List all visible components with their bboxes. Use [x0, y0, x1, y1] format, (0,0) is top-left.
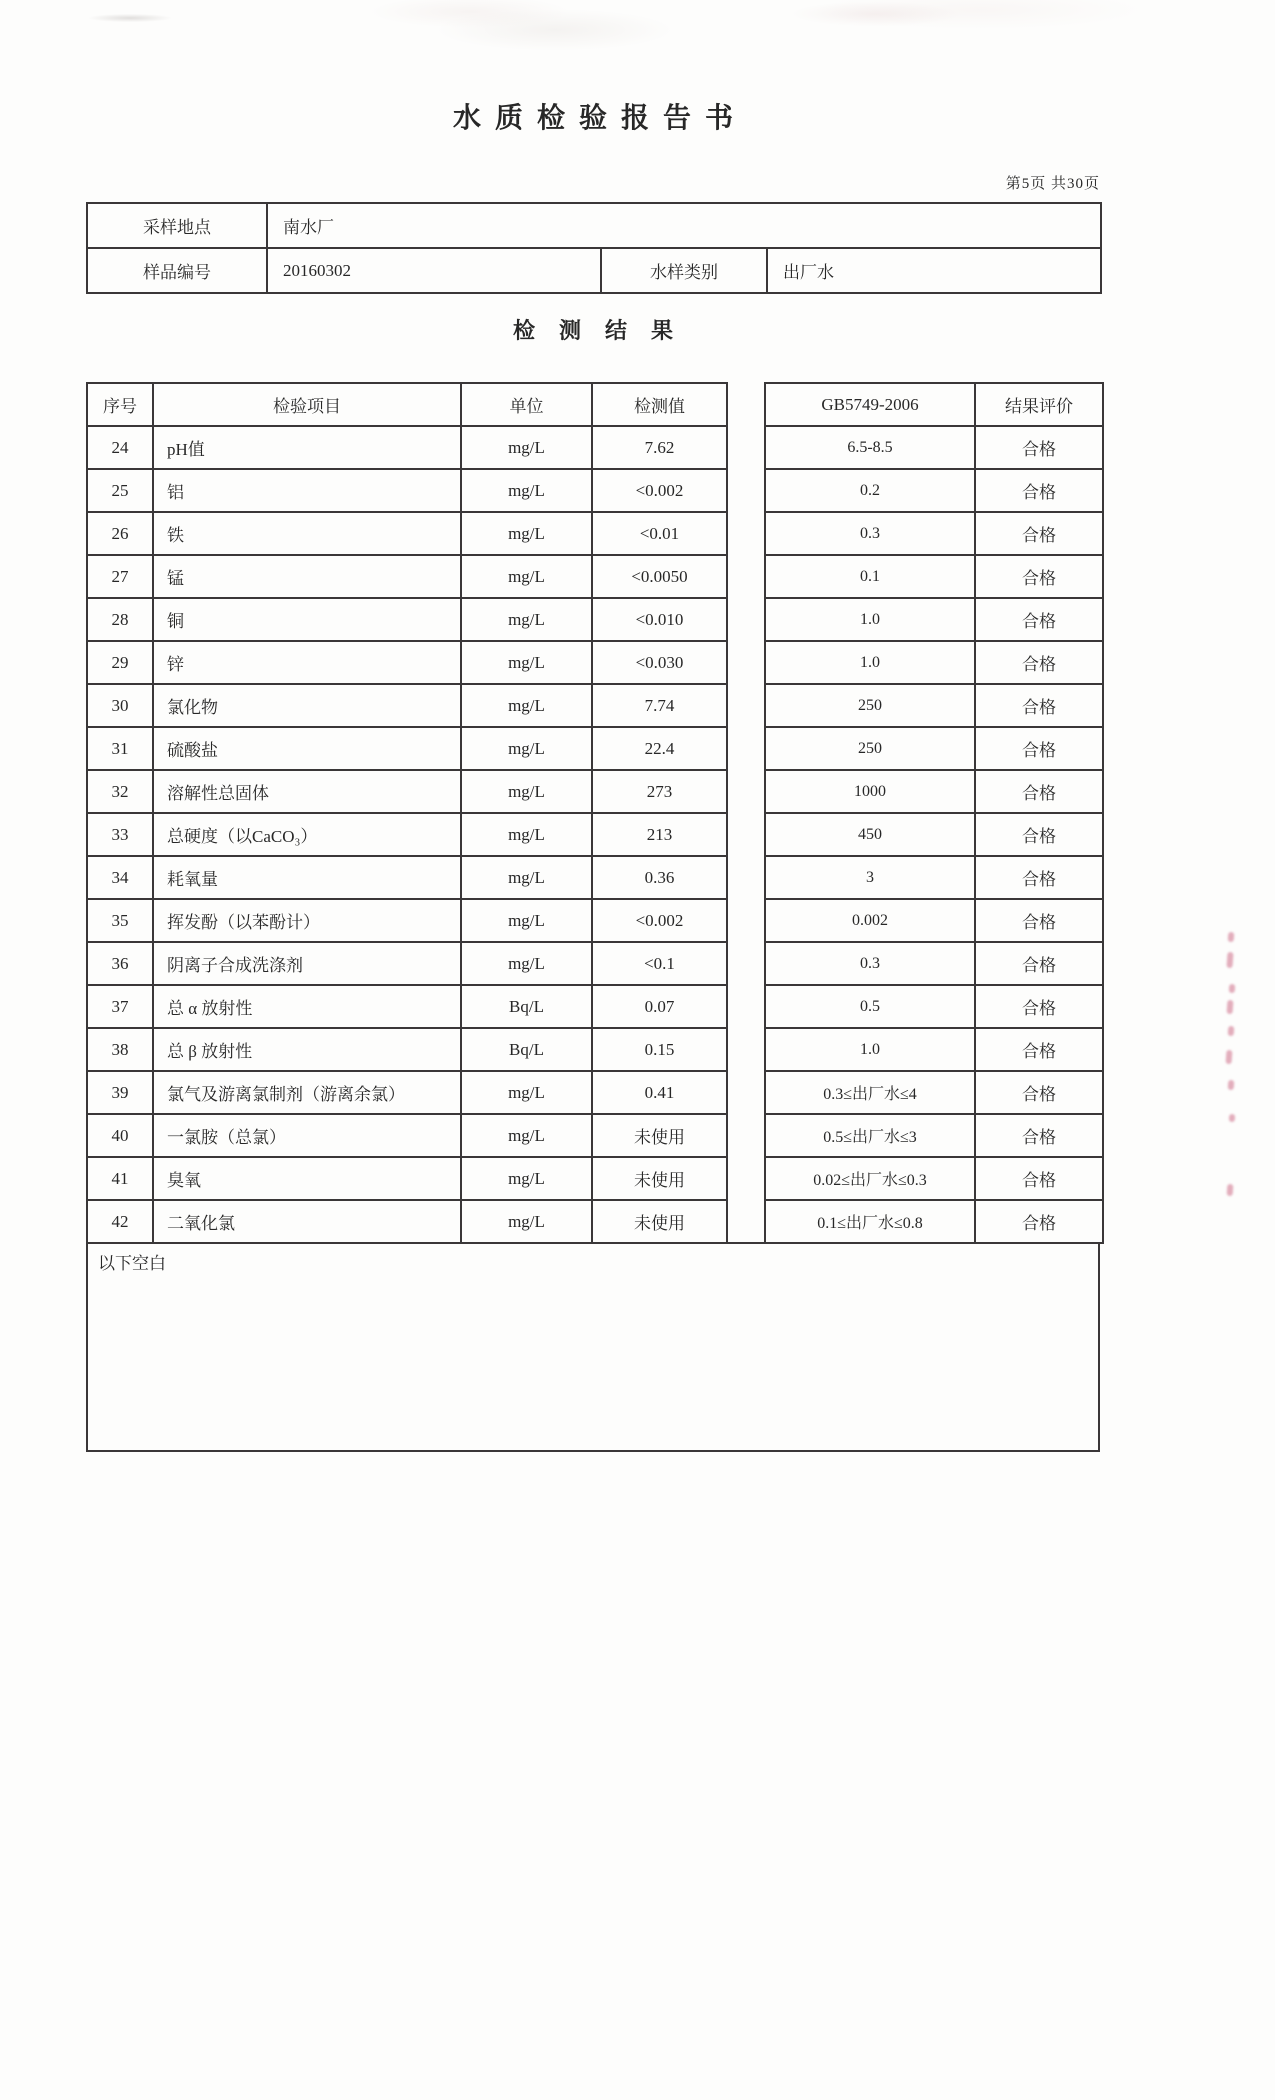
result-row-right	[765, 512, 1103, 555]
row-no: 38	[87, 1028, 153, 1071]
row-standard: 0.5	[765, 985, 975, 1028]
result-row-right	[765, 1028, 1103, 1071]
row-evaluation: 合格	[975, 942, 1103, 985]
results-table-left-body	[87, 426, 727, 1243]
result-row-right	[765, 1200, 1103, 1243]
row-standard: 1.0	[765, 1028, 975, 1071]
row-standard: 250	[765, 684, 975, 727]
row-standard: 0.3	[765, 512, 975, 555]
row-value: 未使用	[592, 1200, 727, 1243]
row-evaluation: 合格	[975, 1028, 1103, 1071]
sampling-location-value: 南水厂	[267, 203, 1101, 248]
result-row-left	[87, 770, 727, 813]
row-evaluation: 合格	[975, 899, 1103, 942]
row-item: 臭氧	[153, 1157, 461, 1200]
result-row-right	[765, 684, 1103, 727]
result-row-right	[765, 813, 1103, 856]
row-unit: mg/L	[461, 469, 592, 512]
row-standard: 1.0	[765, 598, 975, 641]
row-standard: 0.02≤出厂水≤0.3	[765, 1157, 975, 1200]
row-evaluation: 合格	[975, 641, 1103, 684]
row-item: 阴离子合成洗涤剂	[153, 942, 461, 985]
blank-remainder-box	[86, 1242, 1100, 1452]
row-item: 耗氧量	[153, 856, 461, 899]
row-item: 铁	[153, 512, 461, 555]
row-standard: 0.002	[765, 899, 975, 942]
result-row-right	[765, 1114, 1103, 1157]
row-value: 273	[592, 770, 727, 813]
row-unit: mg/L	[461, 899, 592, 942]
sampling-location-label: 采样地点	[87, 203, 267, 248]
result-row-left	[87, 1028, 727, 1071]
results-table-left	[86, 382, 728, 1244]
row-standard: 0.3≤出厂水≤4	[765, 1071, 975, 1114]
row-value: 7.74	[592, 684, 727, 727]
row-value: <0.0050	[592, 555, 727, 598]
result-row-right	[765, 469, 1103, 512]
page-number: 第5页 共30页	[1005, 176, 1100, 192]
row-standard: 3	[765, 856, 975, 899]
water-type-label: 水样类别	[601, 248, 767, 293]
row-standard: 0.5≤出厂水≤3	[765, 1114, 975, 1157]
blank-below-label: 以下空白	[98, 1254, 166, 1273]
result-row-right	[765, 727, 1103, 770]
sample-number-row	[87, 248, 1101, 293]
result-row-left	[87, 899, 727, 942]
row-unit: mg/L	[461, 856, 592, 899]
row-evaluation: 合格	[975, 555, 1103, 598]
row-standard: 1.0	[765, 641, 975, 684]
row-value: <0.002	[592, 899, 727, 942]
row-unit: mg/L	[461, 1157, 592, 1200]
row-unit: mg/L	[461, 1071, 592, 1114]
col-header-no: 序号	[87, 383, 153, 426]
result-row-right	[765, 555, 1103, 598]
water-type-value: 出厂水	[767, 248, 1101, 293]
row-item: 挥发酚（以苯酚计）	[153, 899, 461, 942]
result-row-left	[87, 1114, 727, 1157]
row-unit: mg/L	[461, 555, 592, 598]
results-table-right	[764, 382, 1104, 1244]
row-value: <0.01	[592, 512, 727, 555]
sample-number-label: 样品编号	[87, 248, 267, 293]
row-unit: mg/L	[461, 426, 592, 469]
row-item: 锌	[153, 641, 461, 684]
red-ink-bleed-marks	[1224, 926, 1242, 1216]
row-no: 25	[87, 469, 153, 512]
row-no: 42	[87, 1200, 153, 1243]
result-row-left	[87, 856, 727, 899]
result-row-right	[765, 942, 1103, 985]
row-unit: mg/L	[461, 770, 592, 813]
row-evaluation: 合格	[975, 1200, 1103, 1243]
scan-smudge-top	[0, 0, 1275, 80]
row-no: 34	[87, 856, 153, 899]
row-standard: 450	[765, 813, 975, 856]
row-item: 一氯胺（总氯）	[153, 1114, 461, 1157]
result-row-left	[87, 512, 727, 555]
row-item: 总 β 放射性	[153, 1028, 461, 1071]
row-value: <0.010	[592, 598, 727, 641]
row-value: 213	[592, 813, 727, 856]
row-evaluation: 合格	[975, 598, 1103, 641]
row-evaluation: 合格	[975, 1157, 1103, 1200]
row-evaluation: 合格	[975, 985, 1103, 1028]
row-standard: 250	[765, 727, 975, 770]
result-row-right	[765, 899, 1103, 942]
row-evaluation: 合格	[975, 684, 1103, 727]
row-standard: 0.1	[765, 555, 975, 598]
row-evaluation: 合格	[975, 1114, 1103, 1157]
row-standard: 0.2	[765, 469, 975, 512]
row-standard: 0.3	[765, 942, 975, 985]
row-unit: mg/L	[461, 727, 592, 770]
sample-info-table	[86, 202, 1102, 294]
result-row-left	[87, 1071, 727, 1114]
row-item: 铜	[153, 598, 461, 641]
sample-number-value: 20160302	[267, 248, 601, 293]
row-item: 硫酸盐	[153, 727, 461, 770]
row-no: 29	[87, 641, 153, 684]
result-row-right	[765, 985, 1103, 1028]
row-value: <0.030	[592, 641, 727, 684]
row-value: 0.36	[592, 856, 727, 899]
row-unit: mg/L	[461, 1114, 592, 1157]
row-unit: mg/L	[461, 942, 592, 985]
results-header-left	[87, 383, 727, 426]
result-row-left	[87, 426, 727, 469]
row-value: 未使用	[592, 1157, 727, 1200]
col-header-unit: 单位	[461, 383, 592, 426]
row-value: <0.1	[592, 942, 727, 985]
row-evaluation: 合格	[975, 426, 1103, 469]
page-title: 水质检验报告书	[452, 103, 747, 134]
row-no: 39	[87, 1071, 153, 1114]
row-no: 28	[87, 598, 153, 641]
row-standard: 0.1≤出厂水≤0.8	[765, 1200, 975, 1243]
result-row-left	[87, 555, 727, 598]
result-row-left	[87, 727, 727, 770]
row-value: 0.15	[592, 1028, 727, 1071]
result-row-left	[87, 641, 727, 684]
row-value: 22.4	[592, 727, 727, 770]
result-row-right	[765, 426, 1103, 469]
row-standard: 1000	[765, 770, 975, 813]
row-item: 总 α 放射性	[153, 985, 461, 1028]
row-no: 27	[87, 555, 153, 598]
col-header-item: 检验项目	[153, 383, 461, 426]
section-title: 检测结果	[512, 318, 697, 343]
row-no: 40	[87, 1114, 153, 1157]
result-row-left	[87, 469, 727, 512]
row-value: 未使用	[592, 1114, 727, 1157]
result-row-right	[765, 770, 1103, 813]
row-item: pH值	[153, 426, 461, 469]
row-no: 24	[87, 426, 153, 469]
result-row-left	[87, 942, 727, 985]
result-row-right	[765, 1071, 1103, 1114]
row-unit: mg/L	[461, 598, 592, 641]
row-unit: mg/L	[461, 813, 592, 856]
row-value: <0.002	[592, 469, 727, 512]
results-header-right	[765, 383, 1103, 426]
row-no: 31	[87, 727, 153, 770]
row-item: 总硬度（以CaCO₃）	[153, 813, 461, 856]
row-no: 41	[87, 1157, 153, 1200]
result-row-left	[87, 1157, 727, 1200]
row-unit: Bq/L	[461, 985, 592, 1028]
row-standard: 6.5-8.5	[765, 426, 975, 469]
row-no: 35	[87, 899, 153, 942]
result-row-right	[765, 1157, 1103, 1200]
row-no: 36	[87, 942, 153, 985]
row-unit: mg/L	[461, 684, 592, 727]
row-no: 30	[87, 684, 153, 727]
result-row-right	[765, 598, 1103, 641]
row-unit: mg/L	[461, 641, 592, 684]
row-value: 7.62	[592, 426, 727, 469]
row-value: 0.41	[592, 1071, 727, 1114]
row-evaluation: 合格	[975, 813, 1103, 856]
result-row-left	[87, 813, 727, 856]
row-evaluation: 合格	[975, 856, 1103, 899]
row-evaluation: 合格	[975, 727, 1103, 770]
row-item: 二氧化氯	[153, 1200, 461, 1243]
row-evaluation: 合格	[975, 469, 1103, 512]
row-no: 32	[87, 770, 153, 813]
col-header-standard: GB5749-2006	[765, 383, 975, 426]
col-header-value: 检测值	[592, 383, 727, 426]
results-section	[86, 382, 1100, 1452]
col-header-evaluation: 结果评价	[975, 383, 1103, 426]
result-row-left	[87, 598, 727, 641]
result-row-right	[765, 641, 1103, 684]
row-item: 锰	[153, 555, 461, 598]
row-unit: Bq/L	[461, 1028, 592, 1071]
row-evaluation: 合格	[975, 512, 1103, 555]
row-item: 氯气及游离氯制剂（游离余氯）	[153, 1071, 461, 1114]
row-evaluation: 合格	[975, 770, 1103, 813]
result-row-left	[87, 1200, 727, 1243]
row-evaluation: 合格	[975, 1071, 1103, 1114]
result-row-right	[765, 856, 1103, 899]
row-no: 33	[87, 813, 153, 856]
row-value: 0.07	[592, 985, 727, 1028]
sample-location-row	[87, 203, 1101, 248]
row-unit: mg/L	[461, 512, 592, 555]
row-unit: mg/L	[461, 1200, 592, 1243]
results-table-right-body	[765, 426, 1103, 1243]
row-item: 溶解性总固体	[153, 770, 461, 813]
result-row-left	[87, 985, 727, 1028]
row-no: 37	[87, 985, 153, 1028]
row-item: 铝	[153, 469, 461, 512]
result-row-left	[87, 684, 727, 727]
row-item: 氯化物	[153, 684, 461, 727]
row-no: 26	[87, 512, 153, 555]
